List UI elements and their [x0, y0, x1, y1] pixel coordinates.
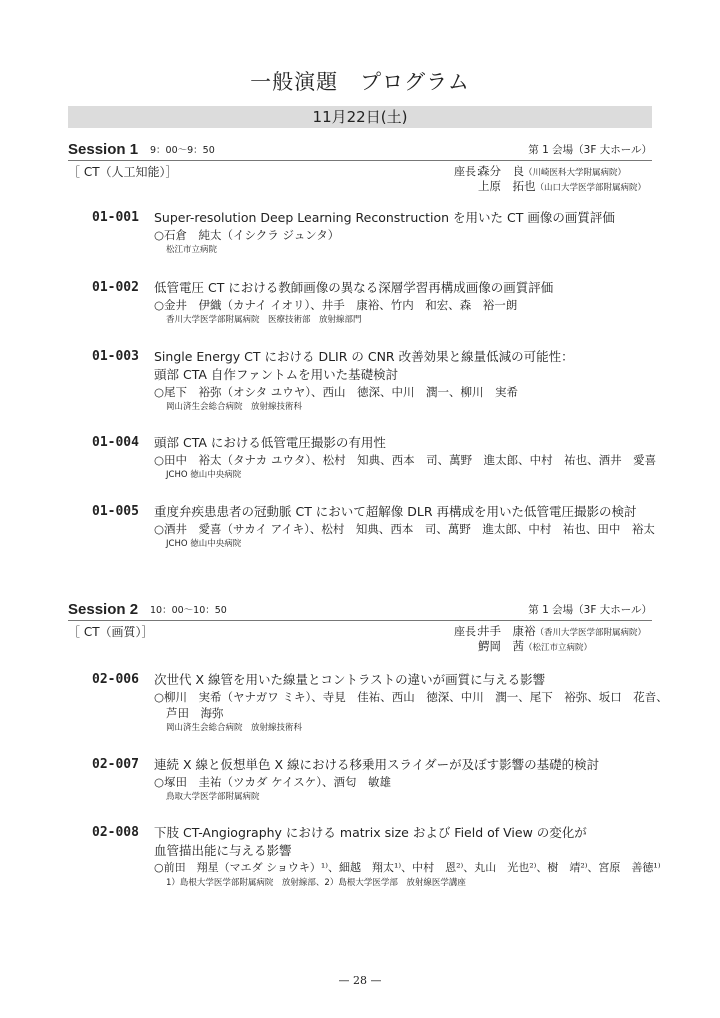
- abstract-authors: ○石倉 純太（イシクラ ジュンタ）: [154, 228, 340, 242]
- abstract-authors: ○塚田 圭祐（ツカダ ケイスケ）、酒匂 敏雄: [154, 775, 392, 789]
- chair-affiliation: （松江市立病院）: [524, 643, 593, 653]
- abstract-number: 02-008: [92, 825, 139, 840]
- abstract-affiliation: JCHO 徳山中央病院: [166, 539, 242, 549]
- chair-name: 鰐岡 茜: [478, 639, 524, 653]
- abstract-title: 下肢 CT-Angiography における matrix size および Field of View の変化が: [154, 825, 587, 840]
- chair-row: [454, 624, 646, 639]
- chair-affiliation: （香川大学医学部附属病院）: [535, 628, 647, 638]
- chairs: [454, 164, 646, 194]
- abstract-authors: ○酒井 愛喜（サカイ アイキ）、松村 知典、西本 司、萬野 進太郎、中村 祐也、田中 裕太: [154, 522, 655, 536]
- date-bar: 11月22日(土): [68, 106, 652, 128]
- abstract-number: 01-002: [92, 280, 139, 295]
- chair-row: [454, 164, 646, 179]
- abstract-item: [92, 824, 661, 891]
- abstract-item: [92, 756, 652, 805]
- chair-row: [454, 639, 646, 654]
- abstract-number: 01-005: [92, 504, 139, 519]
- session-name: Session 2: [68, 601, 139, 618]
- abstract-number: 01-004: [92, 435, 139, 450]
- session-time: 9：00～9：50: [150, 145, 215, 156]
- session-topic: ［ CT（画質）］: [68, 625, 154, 639]
- session-room: 第 1 会場（3F 大ホール）: [528, 144, 652, 156]
- session-2: [68, 600, 668, 888]
- abstract-title: 頭部 CTA における低管電圧撮影の有用性: [154, 435, 386, 450]
- abstract-number: 01-001: [92, 210, 139, 225]
- session-header: [68, 600, 652, 621]
- abstract-affiliation: 岡山済生会総合病院 放射線技術科: [166, 723, 303, 733]
- abstract-affiliation: 香川大学医学部附属病院 医療技術部 放射線部門: [166, 315, 362, 325]
- abstract-affiliation: 鳥取大学医学部附属病院: [166, 792, 260, 802]
- abstract-title: 次世代 X 線管を用いた線量とコントラストの違いが画質に与える影響: [154, 672, 546, 687]
- chair-affiliation: （山口大学医学部附属病院）: [535, 183, 647, 193]
- session-room: 第 1 会場（3F 大ホール）: [528, 604, 652, 616]
- abstract-item: [92, 348, 652, 415]
- chair-name: 井手 康裕: [478, 624, 536, 638]
- abstract-item: [92, 503, 655, 552]
- session-header: [68, 140, 652, 161]
- chair-affiliation: （川崎医科大学附属病院）: [524, 168, 627, 178]
- abstract-authors: ○前田 翔星（マエダ ショウキ）¹⁾、細越 翔太¹⁾、中村 恩²⁾、丸山 光也²⁾、樹 靖²⁾、宮原 善徳¹⁾: [154, 861, 661, 874]
- chair-row: [454, 179, 646, 194]
- abstract-item: [92, 209, 652, 258]
- abstract-item: [92, 671, 668, 736]
- abstract-item: [92, 279, 652, 328]
- abstract-number: 02-007: [92, 757, 139, 772]
- abstract-title-line2: 血管描出能に与える影響: [154, 843, 292, 858]
- abstract-title-line2: 頭部 CTA 自作ファントムを用いた基礎検討: [154, 367, 399, 382]
- abstract-authors: ○田中 裕太（タナカ ユウタ）、松村 知典、西本 司、萬野 進太郎、中村 祐也、酒井 愛喜: [154, 453, 657, 467]
- abstract-affiliation: JCHO 徳山中央病院: [166, 470, 242, 480]
- session-time: 10：00～10：50: [150, 605, 227, 616]
- page-title: 一般演題 プログラム: [250, 70, 470, 94]
- session-1: [68, 140, 657, 549]
- abstract-affiliation: 1）島根大学医学部附属病院 放射線部、2）島根大学医学部 放射線医学講座: [166, 878, 466, 888]
- abstract-affiliation: 松江市立病院: [166, 245, 218, 255]
- abstract-authors: ○金井 伊織（カナイ イオリ）、井手 康裕、竹内 和宏、森 裕一朗: [154, 298, 518, 312]
- abstract-title: 低管電圧 CT における教師画像の異なる深層学習再構成画像の画質評価: [154, 280, 554, 295]
- abstract-authors: ○柳川 実希（ヤナガワ ミキ）、寺見 佳祐、西山 徳深、中川 潤一、尾下 裕弥、坂口 花音、: [154, 690, 668, 704]
- abstract-number: 01-003: [92, 349, 139, 364]
- abstract-title: 連続 X 線と仮想単色 X 線における移乗用スライダーが及ぼす影響の基礎的検討: [154, 757, 600, 772]
- session-name: Session 1: [68, 141, 139, 158]
- abstract-authors: ○尾下 裕弥（オシタ ユウヤ）、西山 徳深、中川 潤一、柳川 実希: [154, 385, 518, 399]
- chair-label: 座長：: [454, 625, 487, 638]
- chair-name: 上原 拓也: [478, 179, 536, 193]
- abstract-title: Super-resolution Deep Learning Reconstruction を用いた CT 画像の画質評価: [154, 210, 615, 225]
- abstract-item: [92, 434, 657, 483]
- page-number: — 28 —: [338, 974, 382, 987]
- chairs: [454, 624, 646, 654]
- abstract-title: 重度弁疾患患者の冠動脈 CT において超解像 DLR 再構成を用いた低管電圧撮影の検討: [154, 504, 637, 519]
- abstract-number: 02-006: [92, 672, 139, 687]
- session-topic: ［ CT（人工知能）］: [68, 165, 178, 179]
- chair-label: 座長：: [454, 165, 487, 178]
- chair-name: 森分 良: [478, 164, 524, 178]
- abstract-affiliation: 岡山済生会総合病院 放射線技術科: [166, 402, 303, 412]
- abstract-title: Single Energy CT における DLIR の CNR 改善効果と線量低減の可能性：: [154, 349, 574, 364]
- abstract-authors-line2: 芦田 海弥: [166, 706, 224, 720]
